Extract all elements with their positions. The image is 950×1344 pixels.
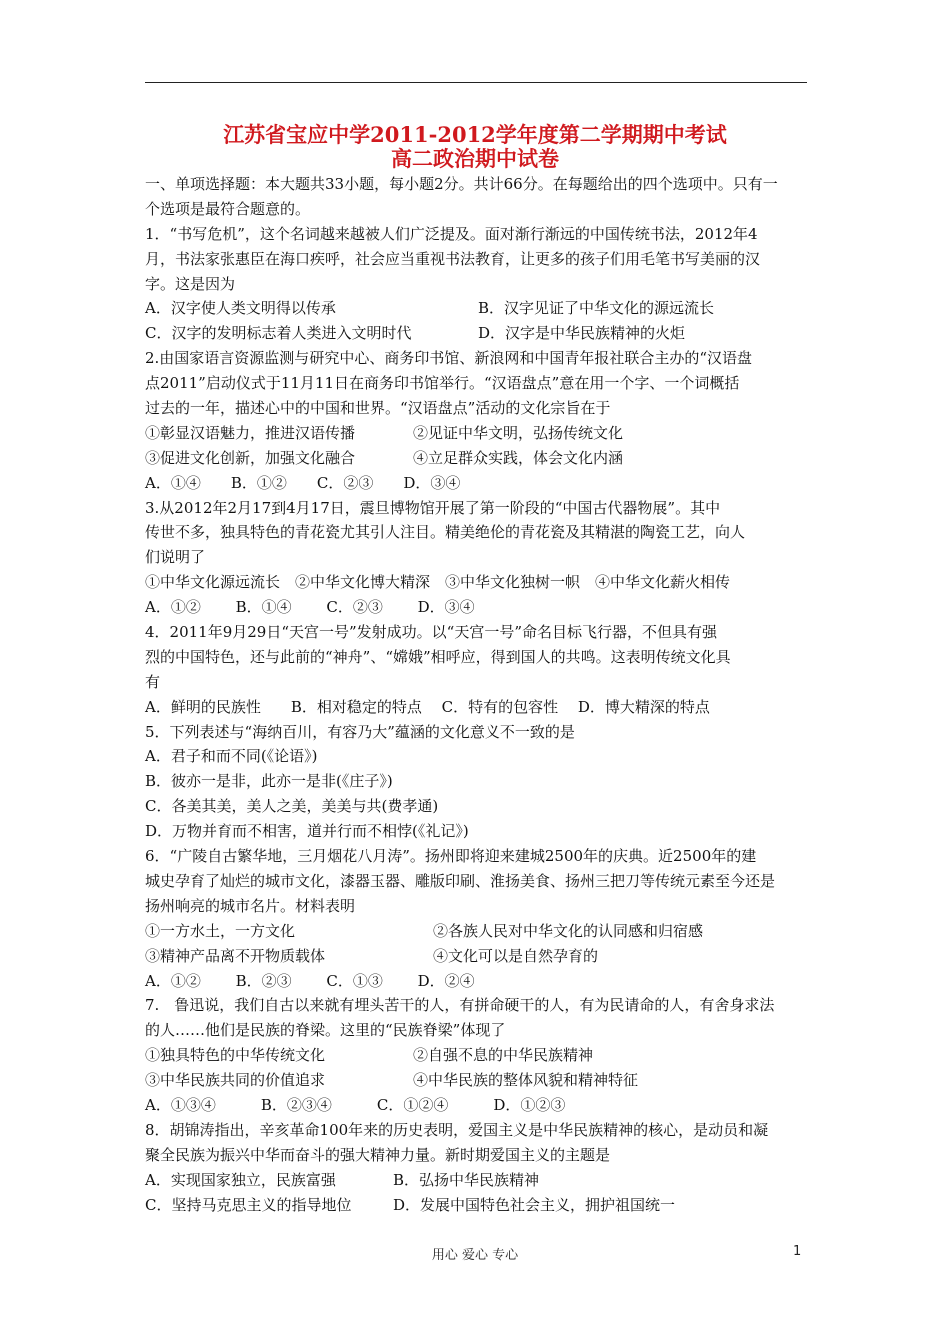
answer-choices: A．①② B．①④ C．②③ D．③④ xyxy=(145,598,475,617)
statement-1: ①独具特色的中华传统文化 xyxy=(145,1046,326,1065)
question-stem-line: 点2011”启动仪式于11月11日在商务印书馆举行。“汉语盘点”意在用一个字、一个词概括 xyxy=(145,374,740,393)
option-row xyxy=(145,944,810,969)
option-d: D．汉字是中华民族精神的火炬 xyxy=(478,324,686,343)
page-number: 1 xyxy=(793,1244,802,1259)
option-row xyxy=(145,1043,810,1068)
instructions-line: 个选项是最符合题意的。 xyxy=(145,199,311,218)
statement-4: ④中华民族的整体风貌和精神特征 xyxy=(413,1071,639,1090)
instructions-line: 一、单项选择题：本大题共33小题，每小题2分。共计66分。在每题给出的四个选项中。只有一 xyxy=(145,175,778,193)
option-row xyxy=(145,446,810,471)
statements-row: ①中华文化源远流长 ②中华文化博大精深 ③中华文化独树一帜 ④中华文化薪火相传 xyxy=(145,573,731,592)
question-stem-line: 聚全民族为振兴中华而奋斗的强大精神力量。新时期爱国主义的主题是 xyxy=(145,1145,611,1164)
exam-title: 江苏省宝应中学2011-2012学年度第二学期期中考试 xyxy=(223,122,727,147)
option-row xyxy=(145,919,810,944)
header-rule xyxy=(145,82,807,83)
question-1 xyxy=(145,222,810,346)
option-row xyxy=(145,1193,810,1218)
option-a: A．实现国家独立，民族富强 xyxy=(145,1170,336,1189)
question-stem-line: 7. 鲁迅说，我们自古以来就有埋头苦干的人，有拼命硬干的人，有为民请命的人，有舍身求法 xyxy=(145,996,775,1015)
question-stem-line: 4．2011年9月29日“天宫一号”发射成功。以“天宫一号”命名目标飞行器，不但具有强 xyxy=(145,623,718,642)
question-stem-line: 字。这是因为 xyxy=(145,274,236,293)
question-stem-line: 8．胡锦涛指出，辛亥革命100年来的历史表明，爱国主义是中华民族精神的核心，是动员和凝 xyxy=(145,1120,769,1139)
option-b: B．彼亦一是非，此亦一是非(《庄子》) xyxy=(145,772,393,791)
statement-2: ②各族人民对中华文化的认同感和归宿感 xyxy=(433,921,704,940)
question-stem-line: 月，书法家张惠臣在海口疾呼，社会应当重视书法教育，让更多的孩子们用毛笔书写美丽的汉 xyxy=(145,249,761,268)
statement-3: ③促进文化创新，加强文化融合 xyxy=(145,448,356,467)
question-stem-line: 的人……他们是民族的脊梁。这里的“民族脊梁”体现了 xyxy=(145,1021,506,1040)
question-4 xyxy=(145,620,810,720)
option-row xyxy=(145,321,810,346)
question-3 xyxy=(145,496,810,620)
question-stem-line: 们说明了 xyxy=(145,548,206,567)
question-stem-line: 城史孕育了灿烂的城市文化，漆器玉器、雕版印刷、淮扬美食、扬州三把刀等传统元素至今还是 xyxy=(145,871,776,890)
question-stem-line: 3.从2012年2月17到4月17日，震旦博物馆开展了第一阶段的“中国古代器物展”。其中 xyxy=(145,498,721,517)
question-stem-line: 扬州响亮的城市名片。材料表明 xyxy=(145,896,356,915)
option-b: B．汉字见证了中华文化的源远流长 xyxy=(478,299,715,318)
footer-motto: 用心 爱心 专心 xyxy=(431,1248,519,1263)
question-2 xyxy=(145,346,810,495)
answer-choices: A．①② B．②③ C．①③ D．②④ xyxy=(145,971,475,990)
option-a: A．君子和而不同(《论语》) xyxy=(145,747,318,766)
exam-body xyxy=(145,172,810,1217)
question-7 xyxy=(145,993,810,1117)
answer-choices: A．①④ B．①② C．②③ D．③④ xyxy=(145,473,461,492)
statement-2: ②自强不息的中华民族精神 xyxy=(413,1046,594,1065)
question-5 xyxy=(145,720,810,844)
answer-choices: A．鲜明的民族性 B．相对稳定的特点 C．特有的包容性 D．博大精深的特点 xyxy=(145,697,710,716)
question-stem-line: 过去的一年，描述心中的中国和世界。“汉语盘点”活动的文化宗旨在于 xyxy=(145,399,611,418)
option-c: C．各美其美，美人之美，美美与共(费孝通) xyxy=(145,797,439,816)
option-row xyxy=(145,1068,810,1093)
option-d: D．万物并育而不相害，道并行而不相悖(《礼记》) xyxy=(145,822,469,841)
option-row xyxy=(145,296,810,321)
option-b: B．弘扬中华民族精神 xyxy=(393,1170,540,1189)
question-stem-line: 2.由国家语言资源监测与研究中心、商务印书馆、新浪网和中国青年报社联合主办的“汉语盘 xyxy=(145,349,752,368)
question-stem-line: 5．下列表述与“海纳百川，有容乃大”蕴涵的文化意义不一致的是 xyxy=(145,722,575,741)
question-stem-line: 1．“书写危机”，这个名词越来越被人们广泛提及。面对渐行渐远的中国传统书法，2012年4 xyxy=(145,224,758,243)
question-stem-line: 传世不多，独具特色的青花瓷尤其引人注目。精美绝伦的青花瓷及其精湛的陶瓷工艺，向人 xyxy=(145,523,746,542)
option-c: C．坚持马克思主义的指导地位 xyxy=(145,1195,352,1214)
exam-subtitle: 高二政治期中试卷 xyxy=(391,146,559,171)
option-row xyxy=(145,1168,810,1193)
question-8 xyxy=(145,1118,810,1218)
statement-4: ④立足群众实践，体会文化内涵 xyxy=(413,448,624,467)
question-stem-line: 有 xyxy=(145,672,161,691)
statement-1: ①一方水土，一方文化 xyxy=(145,921,296,940)
question-stem-line: 烈的中国特色，还与此前的“神舟”、“嫦娥”相呼应，得到国人的共鸣。这表明传统文化具 xyxy=(145,647,731,666)
statement-3: ③精神产品离不开物质载体 xyxy=(145,946,326,965)
option-d: D．发展中国特色社会主义，拥护祖国统一 xyxy=(393,1195,676,1214)
statement-1: ①彰显汉语魅力，推进汉语传播 xyxy=(145,423,356,442)
option-c: C．汉字的发明标志着人类进入文明时代 xyxy=(145,324,412,343)
statement-2: ②见证中华文明，弘扬传统文化 xyxy=(413,423,624,442)
statement-3: ③中华民族共同的价值追求 xyxy=(145,1071,326,1090)
answer-choices: A．①③④ B．②③④ C．①②④ D．①②③ xyxy=(145,1095,566,1114)
statement-4: ④文化可以是自然孕育的 xyxy=(433,946,599,965)
option-a: A．汉字使人类文明得以传承 xyxy=(145,299,336,318)
option-row xyxy=(145,421,810,446)
question-stem-line: 6．“广陵自古繁华地，三月烟花八月涛”。扬州即将迎来建城2500年的庆典。近2500年的建 xyxy=(145,847,757,866)
question-6 xyxy=(145,844,810,993)
